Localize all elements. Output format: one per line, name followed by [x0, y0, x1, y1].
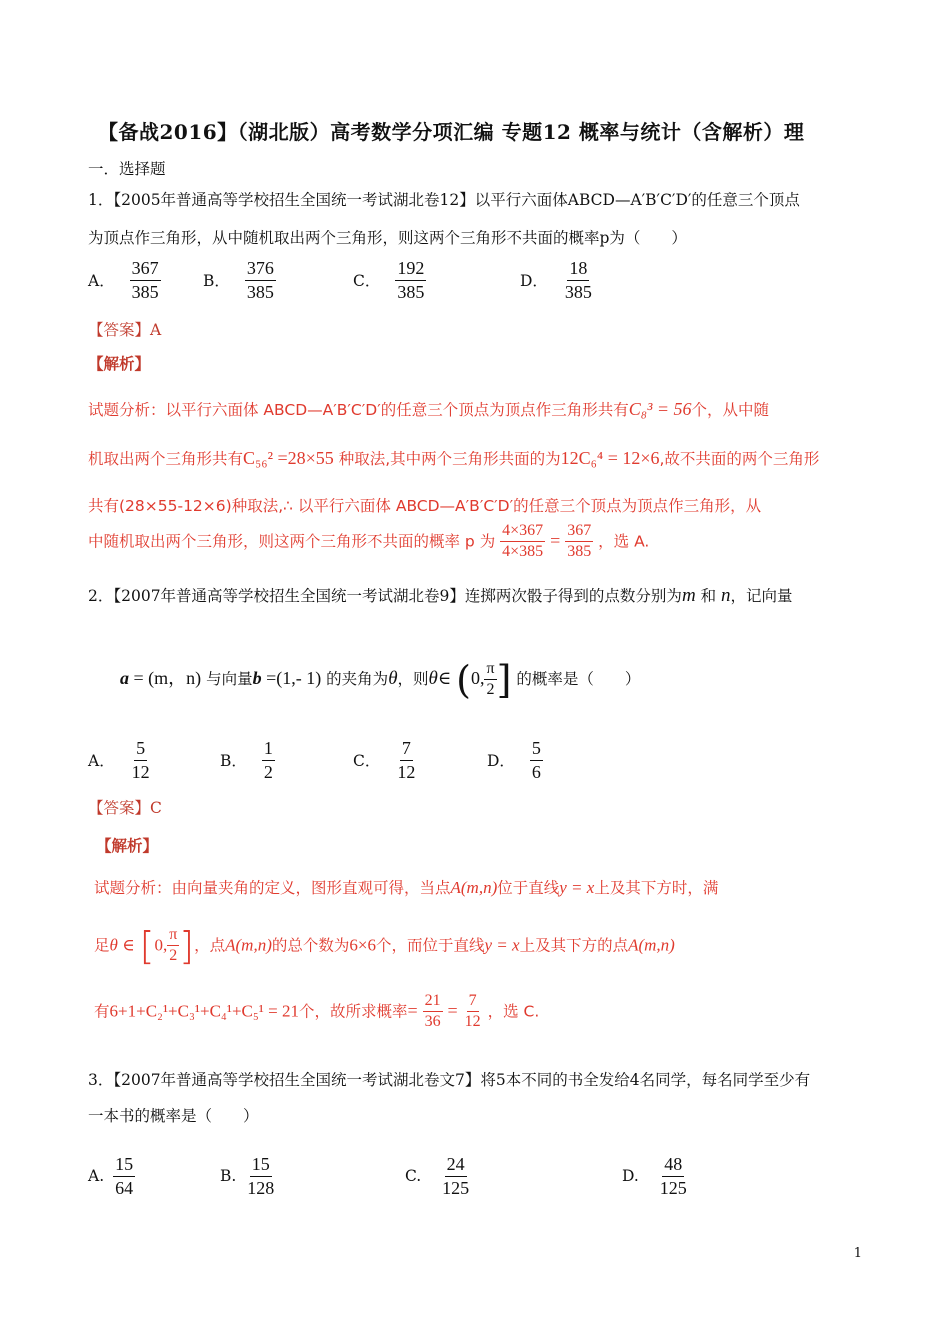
numerator: 48 — [662, 1154, 684, 1177]
analysis-text: ，选 A. — [598, 532, 650, 551]
line-equation: y = x — [559, 878, 595, 897]
option-label: A． — [88, 752, 115, 771]
count-formula: 6×6 — [349, 935, 376, 955]
analysis-text: 个，从中随 — [691, 401, 770, 419]
q2-option-d — [487, 738, 543, 782]
section-heading: 一．选择题 — [88, 160, 166, 178]
combination-formula: C₅₆² =28×55 — [243, 448, 334, 468]
line-equation: y = x — [484, 935, 520, 955]
q2-option-c — [353, 738, 417, 782]
numerator: 4×367 — [500, 522, 545, 542]
option-label: B． — [220, 752, 247, 771]
stem-text: 的概率是（ ） — [516, 669, 641, 688]
option-fraction — [245, 258, 276, 302]
stem-text: 的夹角为 — [326, 669, 389, 688]
option-fraction — [130, 258, 161, 302]
interval-end-fraction — [167, 926, 179, 966]
analysis-text: 中随机取出两个三角形，则这两个三角形不共面的概率 p 为 — [88, 532, 496, 551]
q3-option-a — [88, 1154, 135, 1198]
analysis-text: 足 — [94, 936, 110, 955]
element-of-symbol: ∈ — [437, 667, 452, 688]
q3-option-b — [220, 1154, 276, 1198]
option-label: B． — [203, 272, 230, 291]
numerator: 1 — [262, 738, 275, 761]
interval-end-fraction — [484, 660, 496, 700]
point-a: A(m,n) — [628, 935, 675, 955]
combination-formula: C₈³ = 56 — [628, 399, 692, 419]
q3-option-d — [622, 1154, 689, 1198]
analysis-text: ,故不共面的两个三角形 — [659, 450, 820, 468]
analysis-text: ，点 — [194, 936, 226, 955]
option-label: C. — [405, 1167, 422, 1186]
option-label: D． — [487, 752, 515, 771]
vector-a: a — [120, 667, 129, 688]
numerator: 192 — [395, 258, 426, 281]
q1-analysis-heading: 【解析】 — [88, 354, 151, 373]
numerator: 15 — [113, 1154, 135, 1177]
denominator: 36 — [424, 1013, 441, 1031]
option-fraction — [245, 1154, 276, 1198]
option-fraction — [395, 738, 417, 782]
q1-analysis-line2 — [88, 447, 819, 469]
numerator: 24 — [445, 1154, 467, 1177]
q1-analysis-line4: 中随机取出两个三角形，则这两个三角形不共面的概率 p 为 $\frac{4\times 367}{4\times 385}$ = $\frac{367}{385}$ ，选 A. — [88, 522, 650, 561]
option-label: C． — [353, 752, 381, 771]
q3-stem-line2: 一本书的概率是（ ） — [88, 1107, 259, 1125]
option-label: A． — [88, 272, 115, 291]
variable-n: n — [721, 585, 731, 606]
analysis-text: 试题分析：以平行六面体 ABCD—A′B′C′D′的任意三个顶点为顶点作三角形共有 — [88, 401, 629, 419]
probability-fraction — [423, 992, 443, 1032]
q2-option-b — [220, 738, 275, 782]
numerator: 18 — [567, 258, 589, 281]
analysis-text: 个，故所求概率 — [299, 1002, 408, 1021]
denominator: 12 — [464, 1013, 481, 1031]
denominator: 125 — [659, 1177, 687, 1198]
option-fraction — [262, 738, 275, 782]
denominator: 385 — [567, 543, 592, 561]
equals-sign: = — [407, 1000, 418, 1021]
option-label: A. — [88, 1167, 105, 1186]
denominator: 385 — [564, 281, 592, 302]
numerator: 367 — [565, 522, 593, 542]
q1-stem-line2: 为顶点作三角形，从中随机取出两个三角形，则这两个三角形不共面的概率p为（ ） — [88, 229, 687, 247]
option-fraction — [113, 1154, 135, 1198]
numerator: 21 — [423, 992, 443, 1012]
option-fraction — [395, 258, 426, 302]
interval-bracket-left: [ — [139, 923, 155, 968]
q1-option-c — [353, 258, 426, 302]
analysis-text: 种取法,其中两个三角形共面的为 — [333, 450, 561, 468]
numerator: 367 — [130, 258, 161, 281]
denominator: 64 — [115, 1177, 134, 1198]
denominator: 4×385 — [502, 543, 544, 561]
numerator: π — [484, 660, 496, 680]
option-label: B. — [220, 1167, 237, 1186]
probability-fraction — [463, 992, 483, 1032]
probability-fraction — [500, 522, 545, 562]
numerator: 5 — [134, 738, 147, 761]
option-fraction — [440, 1154, 471, 1198]
q1-option-a — [88, 258, 161, 302]
analysis-text: 试题分析：由向量夹角的定义，图形直观可得，当点 — [94, 879, 451, 897]
numerator: π — [167, 926, 179, 946]
q2-analysis-line1 — [94, 876, 718, 898]
analysis-text: 位于直线 — [497, 879, 560, 897]
variable-m: m — [681, 585, 696, 606]
stem-text: ，记向量 — [730, 587, 793, 605]
denominator: 2 — [263, 761, 273, 782]
numerator: 376 — [245, 258, 276, 281]
denominator: 385 — [246, 281, 274, 302]
numerator: 5 — [530, 738, 543, 761]
analysis-text: 个，而位于直线 — [375, 936, 485, 955]
vector-a-value: = (m，n) — [129, 667, 202, 688]
denominator: 6 — [531, 761, 541, 782]
interval-bracket-right: ] — [179, 923, 195, 968]
theta-symbol: θ — [428, 667, 438, 689]
analysis-text: ，选 C. — [487, 1002, 540, 1021]
q2-stem-line2 — [120, 657, 641, 702]
q2-stem-line1 — [88, 584, 793, 607]
option-label: C． — [353, 272, 381, 291]
interval-bracket-right: ] — [496, 657, 512, 702]
q1-option-b — [203, 258, 276, 302]
numerator: 15 — [250, 1154, 272, 1177]
analysis-text: 的总个数为 — [271, 936, 350, 955]
option-fraction — [530, 738, 543, 782]
stem-text: 和 — [695, 587, 722, 605]
combination-formula: 12C₆⁴ = 12×6 — [560, 448, 660, 468]
interval-start: 0, — [470, 667, 485, 688]
q3-stem-line1: 3．【2007年普通高等学校招生全国统一考试湖北卷文7】将5本不同的书全发给4名同学，每名同学至少有 — [88, 1071, 811, 1089]
q1-stem-line1: 1．【2005年普通高等学校招生全国统一考试湖北卷12】以平行六面体ABCD—A′B′C′D′的任意三个顶点 — [88, 191, 800, 209]
analysis-text: 上及其下方的点 — [519, 936, 629, 955]
vector-b-value: =(1,- 1) — [261, 667, 322, 688]
q2-analysis-line2 — [94, 923, 675, 968]
q1-analysis-line1 — [88, 398, 769, 420]
q2-analysis-heading: 【解析】 — [96, 836, 159, 855]
interval-bracket-left: ( — [456, 657, 471, 702]
option-label: D. — [622, 1167, 639, 1186]
count-formula: 6+1+C₂¹+C₃¹+C₄¹+C₅¹ = 21 — [109, 1001, 299, 1021]
q1-option-d — [520, 258, 594, 302]
q3-option-c — [405, 1154, 471, 1198]
q1-analysis-line3: 共有(28×55-12×6)种取法,∴ 以平行六面体 ABCD—A′B′C′D′的任意三个顶点为顶点作三角形，从 — [88, 497, 762, 515]
option-fraction — [658, 1154, 689, 1198]
stem-text: 2．【2007年普通高等学校招生全国统一考试湖北卷9】连掷两次骰子得到的点数分别为 — [88, 587, 682, 605]
q2-analysis-line3: 有6+1+C₂¹+C₃¹+C₄¹+C₅¹ = 21个，故所求概率= $\frac{21}{36}$ = $\frac{7}{12}$ ，选 C. — [94, 992, 540, 1031]
stem-text: 与向量 — [206, 669, 253, 688]
q2-answer: 【答案】C — [88, 799, 162, 817]
denominator: 12 — [397, 761, 416, 782]
numerator: 7 — [467, 992, 479, 1012]
denominator: 2 — [486, 681, 495, 699]
denominator: 125 — [442, 1177, 470, 1198]
point-a: A(m,n) — [450, 878, 498, 897]
probability-fraction — [565, 522, 593, 562]
numerator: 7 — [400, 738, 413, 761]
analysis-text: 机取出两个三角形共有 — [88, 450, 244, 468]
vector-b: b — [252, 667, 262, 688]
denominator: 128 — [247, 1177, 275, 1198]
theta-symbol: θ ∈ — [109, 935, 135, 955]
option-label: D． — [520, 272, 548, 291]
denominator: 12 — [131, 761, 150, 782]
page-title: 【备战2016】（湖北版）高考数学分项汇编 专题12 概率与统计（含解析）理 — [98, 120, 805, 144]
denominator: 385 — [397, 281, 425, 302]
denominator: 2 — [169, 947, 178, 965]
q1-answer: 【答案】A — [88, 321, 162, 339]
analysis-text: 上及其下方时，满 — [594, 879, 719, 897]
stem-text: ，则 — [397, 669, 429, 688]
interval-start: 0, — [154, 935, 168, 955]
theta-symbol: θ — [388, 667, 398, 689]
denominator: 385 — [131, 281, 159, 302]
option-fraction — [130, 738, 152, 782]
option-fraction — [563, 258, 594, 302]
page-number: 1 — [853, 1246, 862, 1261]
analysis-text: 有 — [94, 1002, 110, 1021]
point-a: A(m,n) — [225, 935, 272, 955]
q2-option-a — [88, 738, 152, 782]
